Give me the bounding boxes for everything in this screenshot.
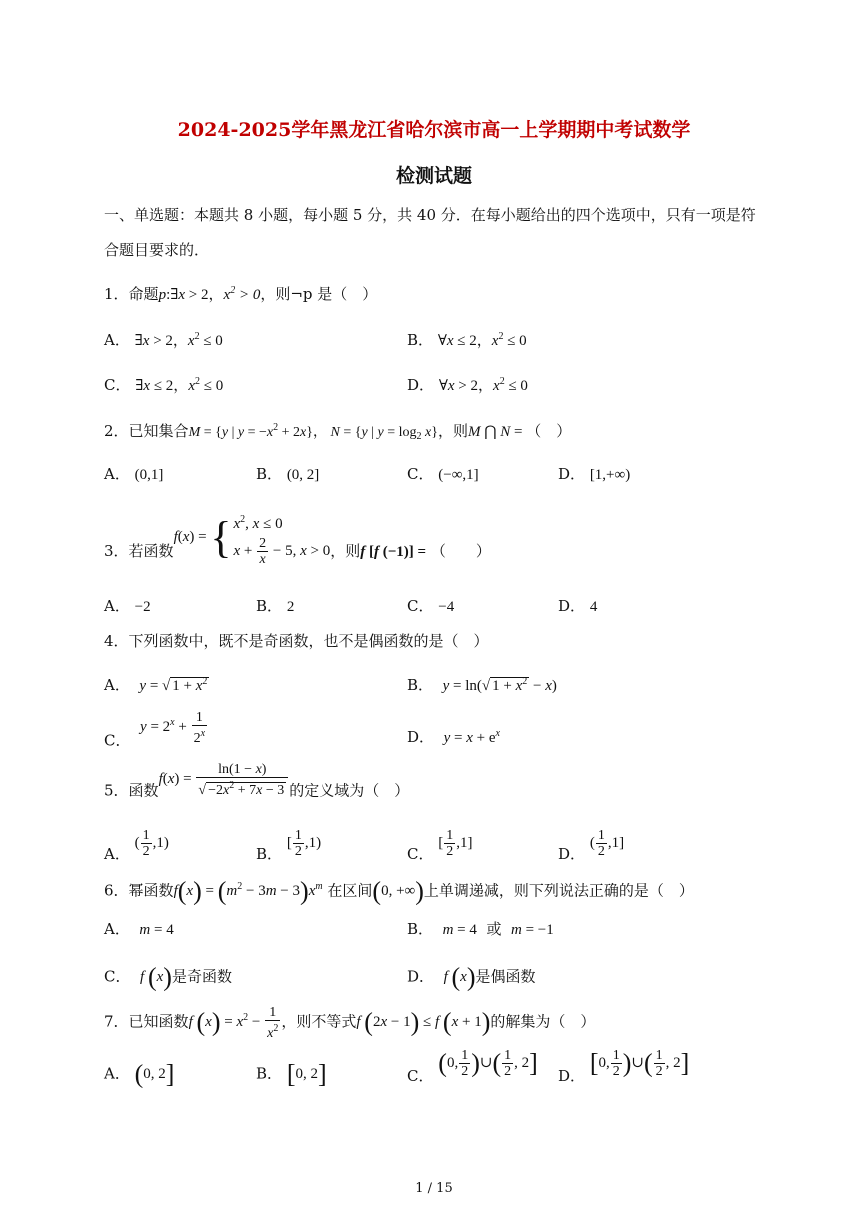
option-d: D． [1,+∞) <box>558 465 631 483</box>
option-c: C． [ $\frac{1}{2}$ ,1] <box>407 828 473 863</box>
question-number: 4． <box>104 632 129 650</box>
formula: f $(x) = x^2$ − $\frac{1}{x^2}$ <box>188 1005 279 1041</box>
option-c: C． ∃x ≤ 2，$x^2 \le 0$ <box>104 376 224 394</box>
option-d: D． ( $\frac{1}{2}$ ,1] <box>558 828 625 863</box>
formula: f [f (−1)] = <box>360 544 427 560</box>
option-c: C． (0, $\frac{1}{2}$ )∪( $\frac{1}{2}$ , 2] <box>407 1048 538 1085</box>
document-title: 2024-2025学年黑龙江省哈尔滨市高一上学期期中考试数学 <box>177 119 691 141</box>
question-text: 命题 <box>128 285 159 303</box>
option-a: A． −2 <box>104 597 151 615</box>
option-b: B． (0, 2] <box>256 465 320 483</box>
formula: M ⋂ N = <box>467 424 527 440</box>
option-b: B． [0, 2] <box>256 1060 327 1089</box>
option-d: D． f (x)是偶函数 <box>407 963 536 992</box>
option-a: A． y = √ $1 + x^2$ <box>104 676 208 694</box>
formula: f (2x − 1) ≤ f (x + 1) <box>356 1008 491 1037</box>
page-number: 1 / 15 <box>415 1181 453 1196</box>
option-d: D． ∀x > 2，$x^2 \le 0$ <box>407 376 528 394</box>
question-3: 3．若函数f(x) = { $x^2$, x ≤ 0 x + $\frac{2}{x}$ − 5, x > 0 ，则f [f (−1)] = （ ） <box>104 508 491 567</box>
question-6: 6．幂函数$f(x) = (m^2 - 3m - 3)x^m$ 在区间(0, +∞)上单调递减，则下列说法正确的是（ ） <box>104 877 694 906</box>
question-text: 已知集合 <box>128 422 189 440</box>
document-subtitle: 检测试题 <box>395 165 472 187</box>
question-number: 7． <box>104 1012 129 1031</box>
option-a: A． ( $\frac{1}{2}$ ,1) <box>104 828 169 863</box>
question-number: 6． <box>104 881 129 900</box>
option-c: C． (−∞,1] <box>407 465 479 483</box>
option-a: A． m = 4 <box>104 920 174 938</box>
option-c: C． f (x)是奇函数 <box>104 963 232 992</box>
option-b: B． m = 4 或 m = −1 <box>407 920 554 938</box>
formula: :∃x > 2 <box>166 287 209 303</box>
option-b: B． ∀x ≤ 2，$x^2 \le 0$ <box>407 331 527 349</box>
option-a: A． (0, 2] <box>104 1060 175 1089</box>
option-b: B． [ $\frac{1}{2}$ ,1) <box>256 828 322 863</box>
question-2: 2．已知集合M = {y | $y = -x^2 + 2x$}， N = {y | $y = \log_2 x$}，则M ⋂ N = （ ） <box>104 422 572 442</box>
question-number: 2． <box>104 422 129 440</box>
option-d: D． [0, $\frac{1}{2}$ )∪( $\frac{1}{2}$ , 2] <box>558 1048 690 1085</box>
option-b: B． 2 <box>256 597 295 615</box>
question-text: 下列函数中，既不是奇函数，也不是偶函数的是（ ） <box>128 632 489 650</box>
option-a: A． ∃x > 2，$x^2 \le 0$ <box>104 331 223 349</box>
option-c: C． −4 <box>407 597 455 615</box>
question-number: 3． <box>104 542 129 560</box>
piecewise-function: f(x) = { $x^2$, x ≤ 0 x + $\frac{2}{x}$ − 5, x > 0 <box>173 512 331 567</box>
option-a: A． (0,1] <box>104 465 164 483</box>
formula: (0, +∞) <box>372 877 424 906</box>
formula: $x^2 > 0$ <box>223 285 261 303</box>
option-c: C． $y = 2^x$ + $\frac{1}{2^x}$ <box>104 710 206 750</box>
section-instructions-line1: 一、单选题：本题共 8 小题，每小题 5 分，共 40 分．在每小题给出的四个选项中，只有一项是符 <box>104 206 756 224</box>
formula: p <box>158 287 167 303</box>
option-d: D． $y = x + e^x$ <box>407 728 500 746</box>
option-b: B． y = ln(√ $1 + x^2 - x$) <box>407 676 557 694</box>
question-5: 5．函数f(x) = $\frac{\ln(1 - x)}{√ -2x^2 + 7x - 3}$ 的定义域为（ ） <box>104 762 410 800</box>
section-instructions-line2: 合题目要求的． <box>104 241 210 259</box>
option-d: D． 4 <box>558 597 598 615</box>
question-number: 5． <box>104 781 129 800</box>
question-number: 1． <box>104 285 129 303</box>
formula: f(x) = $\frac{\ln(1 - x)}{√ -2x^2 + 7x - 3}$ <box>159 771 290 787</box>
question-4 <box>104 630 489 651</box>
question-1: 1．命题p:∃x > 2，$x^2 > 0$，则¬p 是（ ） <box>104 285 378 303</box>
question-7: 7．已知函数f $(x) = x^2$ − $\frac{1}{x^2}$ ，则不等式f (2x − 1) ≤ f (x + 1)的解集为（ ） <box>104 1005 596 1041</box>
formula: $f(x) = (m^2 - 3m - 3)x^m$ <box>173 877 323 906</box>
question-text: ，则¬p 是（ ） <box>260 285 378 303</box>
formula: M = {y | $y = -x^2 + 2x$}， N = {y | $y = \log_2 x$} <box>188 422 438 442</box>
